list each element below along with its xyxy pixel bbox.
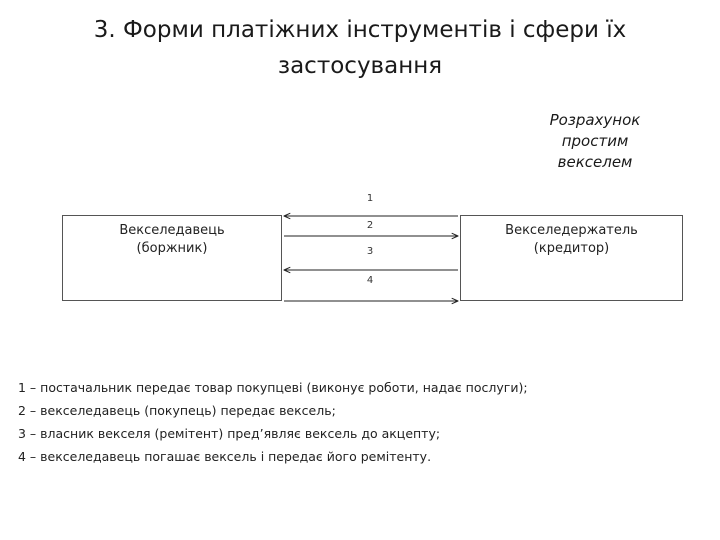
page-title-line-2: застосування — [277, 53, 443, 79]
drawer-role: (боржник) — [136, 241, 208, 256]
flow-number-1: 1 — [366, 193, 374, 204]
page-title-line-1: 3. Форми платіжних інструментів і сфери їх — [93, 17, 627, 43]
flow-number-4: 4 — [366, 275, 374, 286]
flow-number-3: 3 — [366, 246, 374, 257]
flow-number-2: 2 — [366, 220, 374, 231]
holder-name: Векселедержатель — [505, 223, 638, 238]
drawer-name: Векселедавець — [119, 223, 225, 238]
legend-item-3: 3 – власник векселя (ремітент) пред’являє вексель до акцепту; — [18, 426, 441, 441]
diagram-subtitle-line-2: простим — [561, 132, 629, 150]
diagram-subtitle-line-1: Розрахунок — [549, 111, 641, 129]
diagram-subtitle-line-3: векселем — [557, 153, 633, 171]
holder-role: (кредитор) — [533, 241, 610, 256]
legend-item-2: 2 – векселедавець (покупець) передає вексель; — [18, 403, 336, 418]
legend — [18, 376, 698, 468]
legend-item-4: 4 – векселедавець погашає вексель і передає його ремітенту. — [18, 449, 432, 464]
legend-item-1: 1 – постачальник передає товар покупцеві (виконує роботи, надає послуги); — [18, 380, 528, 395]
